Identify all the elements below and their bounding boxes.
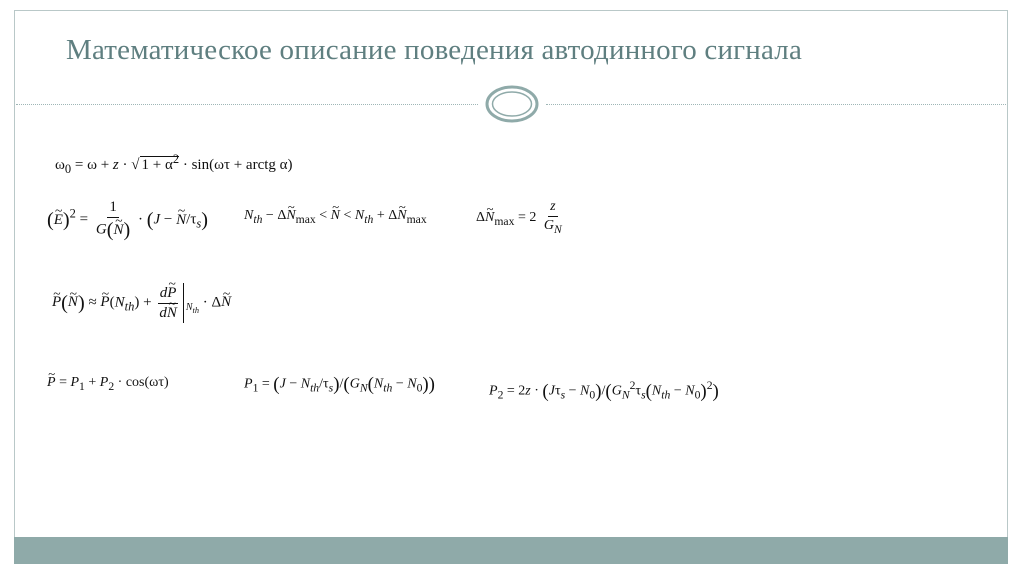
title-divider-right	[546, 104, 1006, 105]
equation-n-range: $N_{th}$ − Δ~ $N_{max}$ < ~ $N < N_{th}$ + Δ~ $N_{max}$	[244, 209, 427, 225]
equation-omega0: $\omega_0 = \omega + z$ · √ $1 + \alpha^2 \cdot \sin(\omega\tau$ + arctg α)	[55, 152, 293, 176]
equation-energy: (~ E)$^2$ = $\frac{1}{G(\sim N)}$ · (J − ~ $N/\tau_s$)	[47, 200, 208, 240]
equation-p1: $P_1 = (J - N_{th}/\tau_s)/(G_N(N_{th} - N_0))$	[244, 374, 435, 395]
title-divider-left	[16, 104, 478, 105]
equation-p2: $P_2 = 2z \cdot (J\tau_s - N_0)/(G_N^2\tau_s(N_{th} - N_0)^2)$	[489, 379, 719, 402]
equation-power-cos: ~ $P = P_1 + P_2 \cdot \cos(\omega\tau)$	[47, 376, 169, 392]
equation-power-approx: ~ P(~ N) ≈ ~ $P(N_{th})$ + $\frac{d\sim P}{d\sim N}$ $_{N_{th}}$ · Δ~ N	[52, 283, 231, 323]
decorative-ring-icon	[484, 84, 540, 124]
equation-delta-n-max: Δ~ $N_{max} = 2$ $\frac{z}{G_N}$	[476, 200, 566, 235]
bottom-bar	[14, 537, 1008, 564]
slide-title: Математическое описание поведения автодинного сигнала	[66, 34, 803, 66]
